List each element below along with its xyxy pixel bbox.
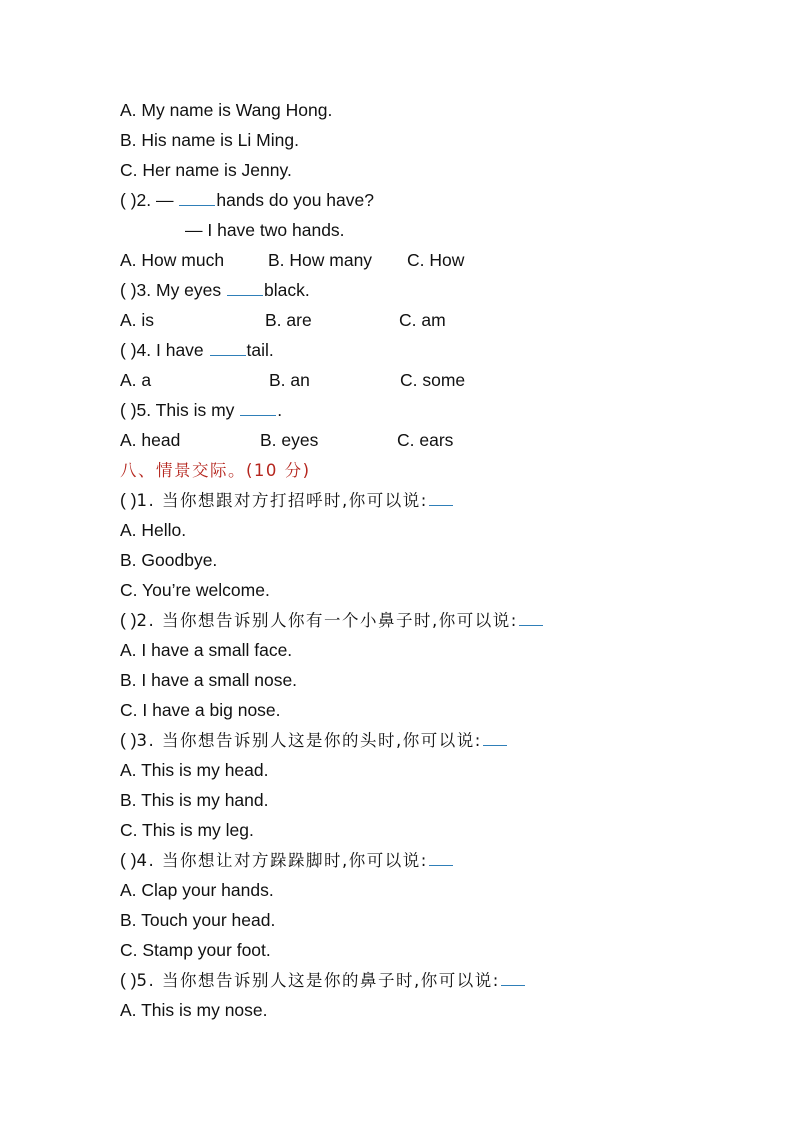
question-text: 4. I have [136, 340, 209, 360]
question-text-end: black. [264, 280, 310, 300]
answer-blank[interactable] [240, 399, 276, 416]
s3-option-b: B. This is my hand. [120, 790, 269, 810]
s3-option-c: C. This is my leg. [120, 820, 254, 840]
q2-reply: — I have two hands. [185, 220, 345, 240]
situation-5 [120, 967, 526, 993]
question-text-end: hands do you have? [216, 190, 374, 210]
q5-option-b: B. eyes [260, 430, 319, 450]
q5-option-c: C. ears [397, 430, 454, 450]
answer-blank[interactable] [210, 339, 246, 356]
answer-blank[interactable] [429, 849, 453, 866]
q1-option-c: C. Her name is Jenny. [120, 160, 292, 180]
answer-blank[interactable] [429, 489, 453, 506]
s3-option-a: A. This is my head. [120, 760, 269, 780]
q4-option-b: B. an [269, 370, 310, 390]
answer-blank[interactable] [519, 609, 543, 626]
question-3 [120, 277, 310, 303]
situation-text: 2. 当你想告诉别人你有一个小鼻子时,你可以说: [136, 611, 518, 630]
s4-option-b: B. Touch your head. [120, 910, 276, 930]
s1-option-c: C. You’re welcome. [120, 580, 270, 600]
q4-option-a: A. a [120, 370, 152, 390]
s4-option-a: A. Clap your hands. [120, 880, 274, 900]
question-text-end: . [277, 400, 283, 420]
q3-option-a: A. is [120, 310, 155, 330]
s2-option-b: B. I have a small nose. [120, 670, 298, 690]
question-2 [120, 187, 374, 213]
q2-option-b: B. How many [268, 250, 373, 270]
question-4 [120, 337, 274, 363]
question-text: 2. — [136, 190, 179, 210]
answer-blank[interactable] [501, 969, 525, 986]
section-title: 八、情景交际。(10 分) [120, 461, 311, 480]
answer-paren[interactable]: ( ) [120, 610, 137, 630]
s1-option-a: A. Hello. [120, 520, 187, 540]
situation-1 [120, 487, 454, 513]
answer-paren[interactable]: ( ) [120, 490, 137, 510]
section-heading [120, 457, 311, 483]
q2-option-c: C. How [407, 250, 465, 270]
q4-option-c: C. some [400, 370, 466, 390]
q2-option-a: A. How much [120, 250, 225, 270]
situation-text: 4. 当你想让对方跺跺脚时,你可以说: [136, 851, 428, 870]
q5-option-a: A. head [120, 430, 181, 450]
answer-paren[interactable]: ( ) [120, 850, 137, 870]
situation-4 [120, 847, 454, 873]
s5-option-a: A. This is my nose. [120, 1000, 268, 1020]
s2-option-c: C. I have a big nose. [120, 700, 281, 720]
answer-paren[interactable]: ( ) [120, 190, 137, 210]
s2-option-a: A. I have a small face. [120, 640, 293, 660]
answer-paren[interactable]: ( ) [120, 970, 137, 990]
answer-blank[interactable] [227, 279, 263, 296]
question-text-end: tail. [246, 340, 274, 360]
q1-option-b: B. His name is Li Ming. [120, 130, 299, 150]
q3-option-c: C. am [399, 310, 446, 330]
situation-text: 5. 当你想告诉别人这是你的鼻子时,你可以说: [136, 971, 500, 990]
question-text: 3. My eyes [136, 280, 227, 300]
question-text: 5. This is my [136, 400, 240, 420]
situation-text: 1. 当你想跟对方打招呼时,你可以说: [136, 491, 428, 510]
answer-paren[interactable]: ( ) [120, 280, 137, 300]
answer-blank[interactable] [179, 189, 215, 206]
q3-option-b: B. are [265, 310, 312, 330]
answer-paren[interactable]: ( ) [120, 340, 137, 360]
situation-text: 3. 当你想告诉别人这是你的头时,你可以说: [136, 731, 482, 750]
answer-blank[interactable] [483, 729, 507, 746]
q1-option-a: A. My name is Wang Hong. [120, 100, 333, 120]
answer-paren[interactable]: ( ) [120, 400, 137, 420]
s4-option-c: C. Stamp your foot. [120, 940, 271, 960]
s1-option-b: B. Goodbye. [120, 550, 218, 570]
situation-3 [120, 727, 508, 753]
question-5 [120, 397, 282, 423]
situation-2 [120, 607, 544, 633]
answer-paren[interactable]: ( ) [120, 730, 137, 750]
